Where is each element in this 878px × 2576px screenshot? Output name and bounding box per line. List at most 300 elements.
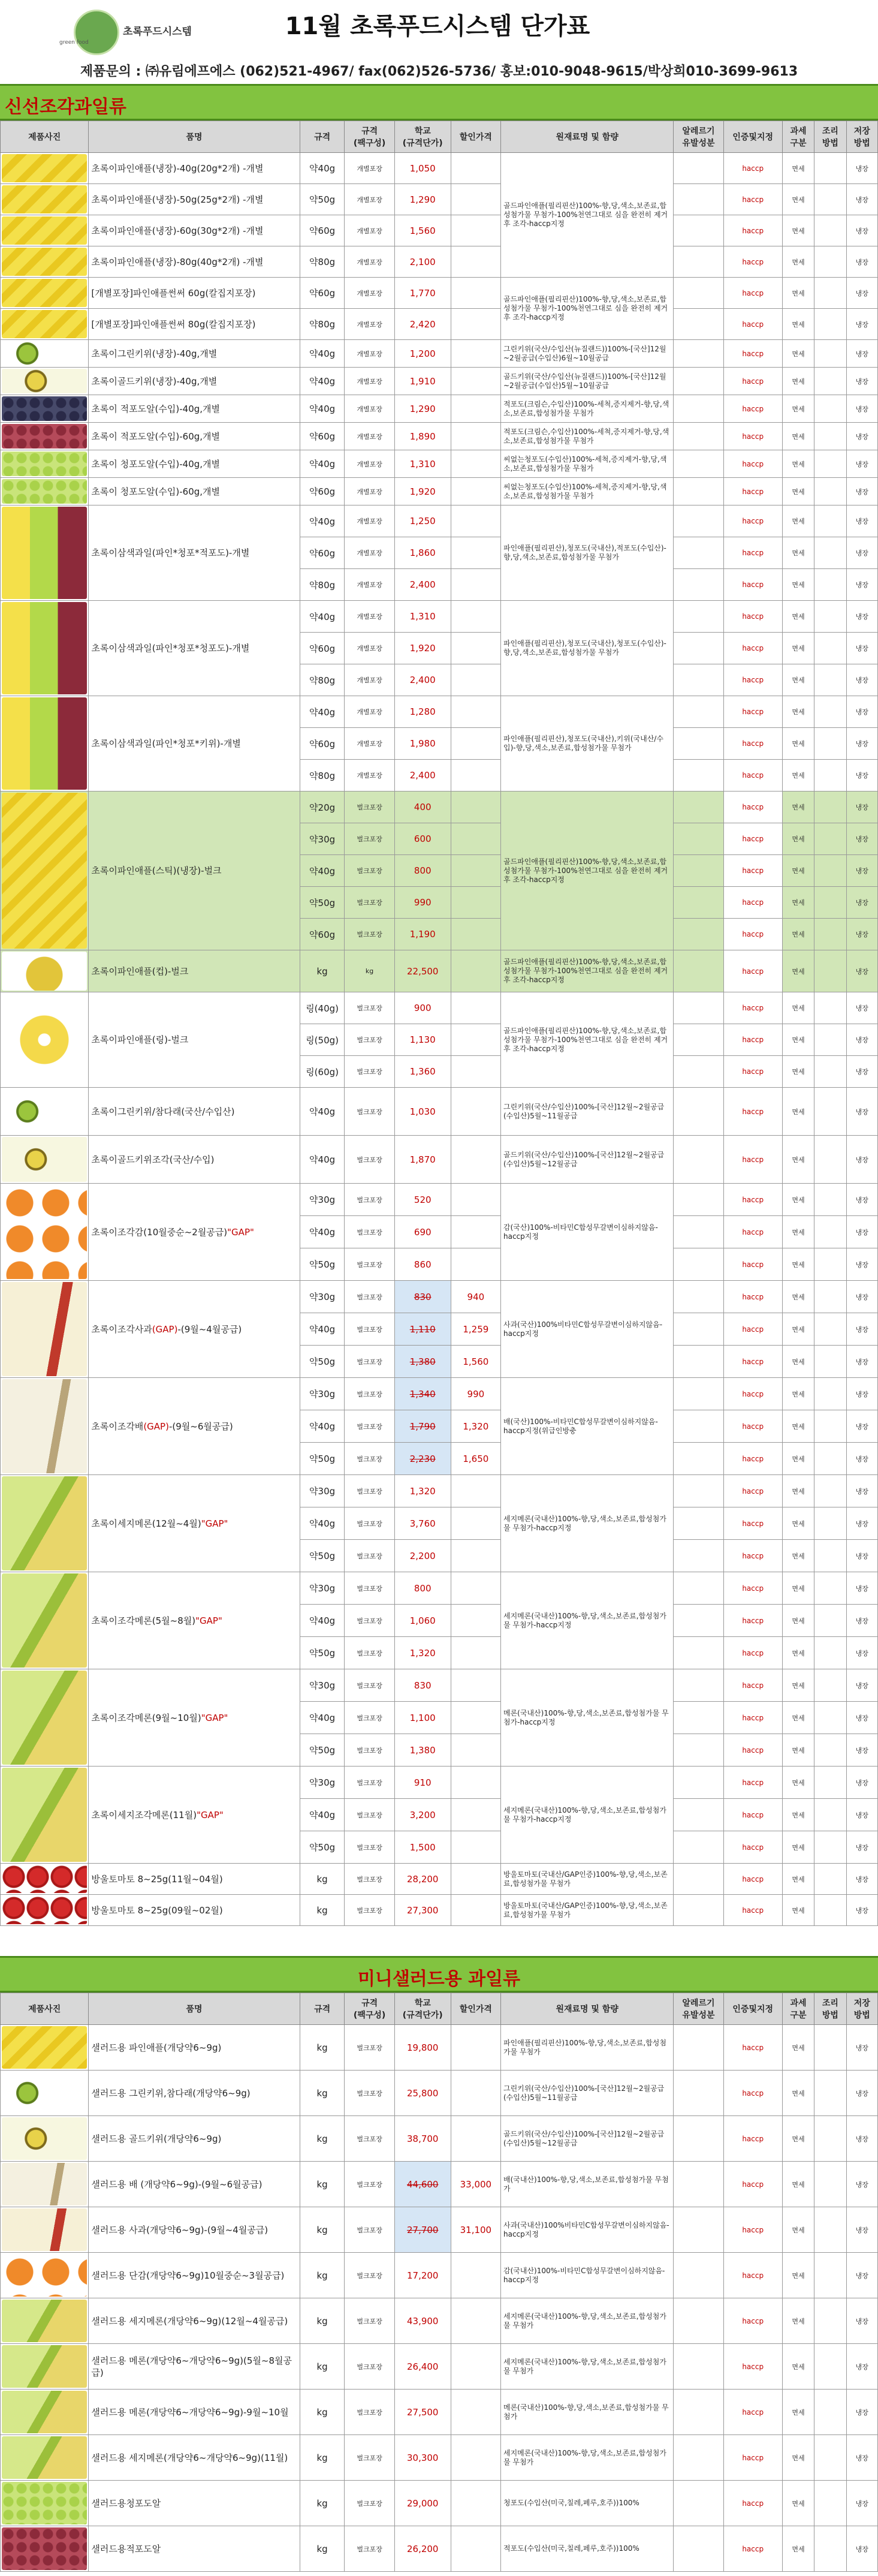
- spec-cell: kg: [300, 2390, 345, 2435]
- tax-cell: 면세: [782, 153, 814, 184]
- discount-price: [451, 1669, 500, 1702]
- allergen-cell: [674, 664, 723, 696]
- tax-cell: 면세: [782, 2116, 814, 2162]
- product-photo: [1, 1475, 89, 1572]
- cook-cell: [814, 309, 846, 340]
- store-cell: 냉장: [846, 855, 877, 887]
- cert-cell: haccp: [723, 1443, 782, 1475]
- column-header: 규격 (팩구성): [345, 1993, 394, 2025]
- column-header: 원재료명 및 함량: [501, 121, 674, 153]
- discount-price: [451, 2435, 500, 2481]
- cook-cell: [814, 2162, 846, 2207]
- gap-badge: "GAP": [195, 1615, 222, 1626]
- original-price: 1,790: [394, 1410, 451, 1443]
- cook-cell: [814, 2344, 846, 2390]
- pack-cell: 벌크포장: [345, 2481, 394, 2526]
- page-header: [0, 0, 878, 84]
- product-photo: [1, 246, 89, 278]
- tax-cell: 면세: [782, 1281, 814, 1313]
- product-image: [2, 369, 87, 393]
- spec-cell: 약40g: [300, 1605, 345, 1637]
- school-price: 1,890: [394, 423, 451, 450]
- spec-cell: 약60g: [300, 215, 345, 246]
- tax-cell: 면세: [782, 760, 814, 792]
- product-name: [89, 1281, 300, 1378]
- discount-price: [451, 1831, 500, 1864]
- spec-cell: 약40g: [300, 696, 345, 728]
- store-cell: 냉장: [846, 2435, 877, 2481]
- pack-cell: 벌크포장: [345, 1248, 394, 1281]
- table-row: [1, 792, 878, 823]
- tax-cell: 면세: [782, 1864, 814, 1895]
- spec-cell: kg: [300, 2207, 345, 2253]
- allergen-cell: [674, 2071, 723, 2116]
- pack-cell: 벌크포장: [345, 2207, 394, 2253]
- school-price: 1,250: [394, 505, 451, 537]
- tax-cell: 면세: [782, 2071, 814, 2116]
- discount-price: [451, 2253, 500, 2298]
- allergen-cell: [674, 2526, 723, 2572]
- school-price: 2,420: [394, 309, 451, 340]
- product-name: 샐러드용 파인애플(개당약6~9g): [89, 2025, 300, 2071]
- cook-cell: [814, 1056, 846, 1088]
- ingredients: 세지메론(국내산)100%-향,당,색소,보존료,합성첨가물 무첨가: [501, 2298, 674, 2344]
- cert-cell: haccp: [723, 309, 782, 340]
- school-price: 26,400: [394, 2344, 451, 2390]
- allergen-cell: [674, 992, 723, 1024]
- cert-cell: haccp: [723, 2435, 782, 2481]
- cert-cell: haccp: [723, 2298, 782, 2344]
- product-name-text: 초록이삼색과일(파인*청포*적포도)-개별: [91, 547, 250, 558]
- store-cell: 냉장: [846, 1734, 877, 1767]
- school-price: 2,200: [394, 1540, 451, 1572]
- school-price: 27,500: [394, 2390, 451, 2435]
- product-image: [2, 396, 87, 421]
- product-name: 초록이 청포도알(수입)-60g,개별: [89, 478, 300, 505]
- allergen-cell: [674, 1637, 723, 1669]
- product-photo: [1, 2162, 89, 2207]
- product-name: 초록이그린키위(냉장)-40g,개별: [89, 340, 300, 368]
- allergen-cell: [674, 792, 723, 823]
- product-name: 초록이 적포도알(수입)-40g,개별: [89, 395, 300, 423]
- pack-cell: 벌크포장: [345, 2390, 394, 2435]
- school-price: 25,800: [394, 2071, 451, 2116]
- store-cell: 냉장: [846, 505, 877, 537]
- tax-cell: 면세: [782, 1443, 814, 1475]
- column-header: 학교 (규격단가): [394, 121, 451, 153]
- product-image: [2, 424, 87, 449]
- tax-cell: 면세: [782, 1895, 814, 1926]
- store-cell: 냉장: [846, 1443, 877, 1475]
- school-price: 1,320: [394, 1637, 451, 1669]
- cert-cell: haccp: [723, 478, 782, 505]
- spec-cell: 약30g: [300, 1767, 345, 1799]
- pack-cell: 개별포장: [345, 153, 394, 184]
- cook-cell: [814, 792, 846, 823]
- store-cell: 냉장: [846, 1799, 877, 1831]
- store-cell: 냉장: [846, 1767, 877, 1799]
- discount-price: 1,320: [451, 1410, 500, 1443]
- product-photo: [1, 423, 89, 450]
- spec-cell: kg: [300, 2071, 345, 2116]
- column-header: 알레르기 유발성분: [674, 1993, 723, 2025]
- allergen-cell: [674, 2253, 723, 2298]
- spec-cell: 약50g: [300, 1443, 345, 1475]
- column-header: 규격: [300, 1993, 345, 2025]
- spec-cell: kg: [300, 2025, 345, 2071]
- cert-cell: haccp: [723, 1605, 782, 1637]
- ingredients: 골드키위(국산/수입산)100%-[국산]12월~2월공급(수입산)5월~12월공급: [501, 2116, 674, 2162]
- product-photo: [1, 1767, 89, 1864]
- spec-cell: 약60g: [300, 278, 345, 309]
- product-image: [2, 2117, 87, 2160]
- table-row: [1, 1136, 878, 1184]
- product-image: [2, 1573, 87, 1668]
- allergen-cell: [674, 368, 723, 395]
- store-cell: 냉장: [846, 2481, 877, 2526]
- discount-price: [451, 760, 500, 792]
- cook-cell: [814, 340, 846, 368]
- cert-cell: haccp: [723, 1572, 782, 1605]
- product-photo: [1, 505, 89, 601]
- section2-title-bar: [0, 1956, 878, 1993]
- school-price: 830: [394, 1669, 451, 1702]
- allergen-cell: [674, 1184, 723, 1216]
- discount-price: [451, 1540, 500, 1572]
- discount-price: [451, 601, 500, 633]
- table-row: [1, 1281, 878, 1313]
- school-price: 400: [394, 792, 451, 823]
- discount-price: [451, 153, 500, 184]
- tax-cell: 면세: [782, 1056, 814, 1088]
- spec-cell: 약80g: [300, 760, 345, 792]
- product-name: 샐러드용 단감(개당약6~9g)10월중순~3월공급): [89, 2253, 300, 2298]
- product-name-text: 초록이삼색과일(파인*청포*청포도)-개별: [91, 643, 250, 654]
- product-photo: [1, 2481, 89, 2526]
- discount-price: [451, 887, 500, 919]
- ingredients: 골드키위(국산/수입산)100%-[국산]12월~2월공급(수입산)5월~12월공급: [501, 1136, 674, 1184]
- spec-cell: 약30g: [300, 1669, 345, 1702]
- product-name: [89, 1378, 300, 1475]
- cert-cell: haccp: [723, 1136, 782, 1184]
- table-row: [1, 2116, 878, 2162]
- tax-cell: 면세: [782, 792, 814, 823]
- pack-cell: 벌크포장: [345, 1346, 394, 1378]
- pack-cell: 벌크포장: [345, 1443, 394, 1475]
- product-image: [2, 1865, 87, 1893]
- allergen-cell: [674, 2025, 723, 2071]
- product-name-text: 초록이세지조각메론(11월): [91, 1809, 197, 1820]
- store-cell: 냉장: [846, 309, 877, 340]
- tax-cell: 면세: [782, 1831, 814, 1864]
- allergen-cell: [674, 2298, 723, 2344]
- discount-price: [451, 664, 500, 696]
- store-cell: 냉장: [846, 278, 877, 309]
- school-price: 1,060: [394, 1605, 451, 1637]
- logo-text: 초록푸드시스템: [123, 26, 192, 38]
- product-photo: [1, 992, 89, 1088]
- store-cell: 냉장: [846, 601, 877, 633]
- discount-price: [451, 1895, 500, 1926]
- section1-title: 신선조각과일류: [5, 97, 126, 118]
- table-row: [1, 450, 878, 478]
- product-name: 샐러드용 세지메론(개당약6~9g)(12월~4월공급): [89, 2298, 300, 2344]
- store-cell: 냉장: [846, 1313, 877, 1346]
- pack-cell: 벌크포장: [345, 1378, 394, 1410]
- ingredients: 골드파인애플(필리핀산)100%-향,당,색소,보존료,합성첨가물 무첨가-100%천연그대로 심을 완전히 제거후 조각-haccp지정: [501, 792, 674, 950]
- allergen-cell: [674, 1136, 723, 1184]
- table-row: [1, 992, 878, 1024]
- cook-cell: [814, 2435, 846, 2481]
- allergen-cell: [674, 823, 723, 855]
- school-price: 1,360: [394, 1056, 451, 1088]
- cert-cell: haccp: [723, 1281, 782, 1313]
- discount-price: [451, 792, 500, 823]
- pack-cell: 벌크포장: [345, 855, 394, 887]
- allergen-cell: [674, 1507, 723, 1540]
- discount-price: [451, 2116, 500, 2162]
- cook-cell: [814, 395, 846, 423]
- spec-cell: 약50g: [300, 1346, 345, 1378]
- cook-cell: [814, 215, 846, 246]
- cook-cell: [814, 1734, 846, 1767]
- discount-price: [451, 633, 500, 664]
- school-price: 2,400: [394, 760, 451, 792]
- cert-cell: haccp: [723, 823, 782, 855]
- cook-cell: [814, 1475, 846, 1507]
- discount-price: [451, 2298, 500, 2344]
- spec-cell: 약50g: [300, 1831, 345, 1864]
- allergen-cell: [674, 2435, 723, 2481]
- cook-cell: [814, 569, 846, 601]
- cert-cell: haccp: [723, 2071, 782, 2116]
- store-cell: 냉장: [846, 1410, 877, 1443]
- price-table-salad-fruit: [0, 1993, 878, 2572]
- spec-cell: kg: [300, 2526, 345, 2572]
- school-price: 910: [394, 1767, 451, 1799]
- product-image: [2, 2345, 87, 2388]
- spec-cell: 링(40g): [300, 992, 345, 1024]
- column-header: 규격: [300, 121, 345, 153]
- allergen-cell: [674, 2162, 723, 2207]
- cert-cell: haccp: [723, 1767, 782, 1799]
- pack-cell: 개별포장: [345, 537, 394, 569]
- cert-cell: haccp: [723, 1475, 782, 1507]
- product-name-text: 초록이조각메론(5월~8월): [91, 1615, 196, 1626]
- company-logo: [57, 5, 195, 53]
- store-cell: 냉장: [846, 1281, 877, 1313]
- column-header: 알레르기 유발성분: [674, 121, 723, 153]
- discount-price: [451, 992, 500, 1024]
- cook-cell: [814, 1313, 846, 1346]
- cert-cell: haccp: [723, 950, 782, 992]
- ingredients: 감(국내산)100%-비타민C합성무갈변이심하지않음-haccp지정: [501, 2253, 674, 2298]
- allergen-cell: [674, 1831, 723, 1864]
- store-cell: 냉장: [846, 340, 877, 368]
- tax-cell: 면세: [782, 368, 814, 395]
- school-price: 1,130: [394, 1024, 451, 1056]
- store-cell: 냉장: [846, 153, 877, 184]
- cert-cell: haccp: [723, 1024, 782, 1056]
- store-cell: 냉장: [846, 2071, 877, 2116]
- discount-price: [451, 569, 500, 601]
- spec-cell: 약20g: [300, 792, 345, 823]
- allergen-cell: [674, 1799, 723, 1831]
- spec-cell: 약30g: [300, 1378, 345, 1410]
- discount-price: [451, 1056, 500, 1088]
- spec-cell: 약60g: [300, 423, 345, 450]
- tax-cell: 면세: [782, 1313, 814, 1346]
- product-photo: [1, 2207, 89, 2253]
- allergen-cell: [674, 1572, 723, 1605]
- product-image: [2, 1671, 87, 1765]
- cert-cell: haccp: [723, 1184, 782, 1216]
- pack-cell: 벌크포장: [345, 1024, 394, 1056]
- product-name: [개별포장]파인애플썬써 60g(칼집지포장): [89, 278, 300, 309]
- tax-cell: 면세: [782, 823, 814, 855]
- spec-cell: 약40g: [300, 368, 345, 395]
- product-photo: [1, 2435, 89, 2481]
- table-row: [1, 1864, 878, 1895]
- spec-cell: 약40g: [300, 1088, 345, 1136]
- ingredients: 그린키위(국산/수입산(뉴질랜드))100%-[국산]12월~2월공급(수입산)6월~10월공급: [501, 340, 674, 368]
- product-photo: [1, 950, 89, 992]
- cert-cell: haccp: [723, 992, 782, 1024]
- column-header: 원재료명 및 함량: [501, 1993, 674, 2025]
- pack-cell: 벌크포장: [345, 2344, 394, 2390]
- school-price: 900: [394, 992, 451, 1024]
- product-image: [2, 994, 87, 1086]
- school-price: 1,030: [394, 1088, 451, 1136]
- product-image: [2, 2300, 87, 2342]
- pack-cell: 벌크포장: [345, 1669, 394, 1702]
- product-image: [2, 279, 87, 307]
- product-photo: [1, 478, 89, 505]
- table-row: [1, 2298, 878, 2344]
- cook-cell: [814, 1378, 846, 1410]
- school-price: 2,400: [394, 569, 451, 601]
- gap-badge: (GAP): [143, 1421, 169, 1432]
- tax-cell: 면세: [782, 215, 814, 246]
- spec-cell: 약30g: [300, 1572, 345, 1605]
- discount-price: [451, 1088, 500, 1136]
- cook-cell: [814, 1572, 846, 1605]
- product-name: 방울토마토 8~25g(11월~04월): [89, 1864, 300, 1895]
- pack-cell: 벌크포장: [345, 2162, 394, 2207]
- product-image: [2, 2482, 87, 2524]
- discount-price: [451, 1605, 500, 1637]
- cook-cell: [814, 505, 846, 537]
- cook-cell: [814, 950, 846, 992]
- product-image: [2, 1768, 87, 1862]
- allergen-cell: [674, 395, 723, 423]
- tax-cell: 면세: [782, 1605, 814, 1637]
- tax-cell: 면세: [782, 1136, 814, 1184]
- discount-price: 1,560: [451, 1346, 500, 1378]
- cook-cell: [814, 153, 846, 184]
- school-price: 26,200: [394, 2526, 451, 2572]
- product-photo: [1, 2298, 89, 2344]
- tax-cell: 면세: [782, 1799, 814, 1831]
- table-row: [1, 1184, 878, 1216]
- ingredients: 파인애플(필리핀산),청포도(국내산),키위(국내산/수입)-향,당,색소,보존료,합성첨가물 무첨가: [501, 696, 674, 792]
- store-cell: 냉장: [846, 2162, 877, 2207]
- product-photo: [1, 368, 89, 395]
- allergen-cell: [674, 887, 723, 919]
- cook-cell: [814, 1637, 846, 1669]
- school-price: 27,300: [394, 1895, 451, 1926]
- discount-price: [451, 2390, 500, 2435]
- table-row: [1, 278, 878, 309]
- tax-cell: 면세: [782, 887, 814, 919]
- gap-badge: "GAP": [201, 1712, 228, 1723]
- tax-cell: 면세: [782, 2435, 814, 2481]
- spec-cell: 약50g: [300, 1637, 345, 1669]
- school-price: 1,770: [394, 278, 451, 309]
- allergen-cell: [674, 2116, 723, 2162]
- school-price: 2,400: [394, 664, 451, 696]
- ingredients: 파인애플(필리핀산),청포도(국내산),청포도(수입산)-향,당,색소,보존료,합성첨가물 무첨가: [501, 601, 674, 696]
- spec-cell: 약80g: [300, 569, 345, 601]
- discount-price: [451, 423, 500, 450]
- tax-cell: 면세: [782, 2481, 814, 2526]
- tax-cell: 면세: [782, 537, 814, 569]
- cook-cell: [814, 728, 846, 760]
- cook-cell: [814, 760, 846, 792]
- cook-cell: [814, 1767, 846, 1799]
- cook-cell: [814, 823, 846, 855]
- ingredients: 그린키위(국산/수입산)100%-[국산]12월~2월공급(수입산)5월~11월공급: [501, 1088, 674, 1136]
- pack-cell: 벌크포장: [345, 1540, 394, 1572]
- product-image: [2, 507, 87, 599]
- cook-cell: [814, 919, 846, 950]
- cert-cell: haccp: [723, 664, 782, 696]
- store-cell: 냉장: [846, 1605, 877, 1637]
- cook-cell: [814, 601, 846, 633]
- tax-cell: 면세: [782, 184, 814, 215]
- product-name: [89, 1767, 300, 1864]
- cook-cell: [814, 1443, 846, 1475]
- allergen-cell: [674, 1475, 723, 1507]
- spec-cell: kg: [300, 2435, 345, 2481]
- cert-cell: haccp: [723, 278, 782, 309]
- pack-cell: 벌크포장: [345, 1767, 394, 1799]
- tax-cell: 면세: [782, 2207, 814, 2253]
- column-header: 할인가격: [451, 121, 500, 153]
- cook-cell: [814, 2207, 846, 2253]
- ingredients: 세지메론(국내산)100%-향,당,색소,보존료,합성첨가물 무첨가-haccp지정: [501, 1475, 674, 1572]
- pack-cell: 개별포장: [345, 569, 394, 601]
- column-header: 과세 구분: [782, 121, 814, 153]
- ingredients: 방울토마토(국내산/GAP인증)100%-향,당,색소,보존료,합성첨가물 무첨가: [501, 1895, 674, 1926]
- tax-cell: 면세: [782, 919, 814, 950]
- spec-cell: 링(50g): [300, 1024, 345, 1056]
- product-image: [2, 216, 87, 245]
- discount-price: 1,650: [451, 1443, 500, 1475]
- tax-cell: 면세: [782, 2025, 814, 2071]
- original-price: 1,340: [394, 1378, 451, 1410]
- tax-cell: 면세: [782, 2390, 814, 2435]
- store-cell: 냉장: [846, 2116, 877, 2162]
- store-cell: 냉장: [846, 1378, 877, 1410]
- allergen-cell: [674, 1605, 723, 1637]
- spec-cell: 약60g: [300, 537, 345, 569]
- ingredients: 골드파인애플(필리핀산)100%-향,당,색소,보존료,합성첨가물 무첨가-100%천연그대로 심을 완전히 제거후 조각-haccp지정: [501, 153, 674, 278]
- discount-price: [451, 246, 500, 278]
- store-cell: 냉장: [846, 728, 877, 760]
- tax-cell: 면세: [782, 2162, 814, 2207]
- discount-price: [451, 728, 500, 760]
